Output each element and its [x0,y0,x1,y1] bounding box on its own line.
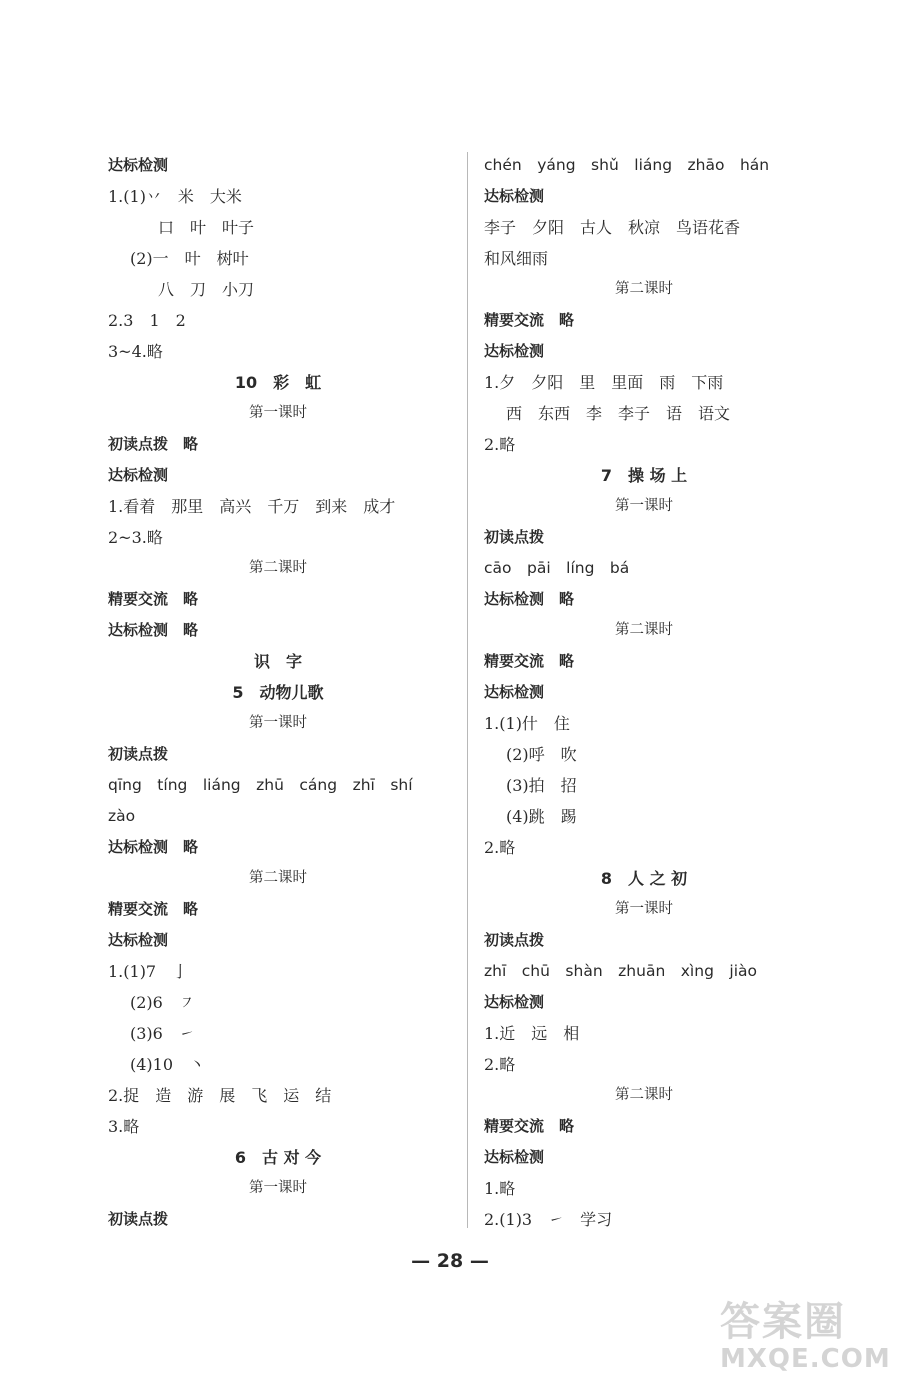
answer-line: 口 叶 叶子 [158,218,255,237]
section-heading: 达标检测 [484,187,545,205]
section-heading: 初读点拨 [108,745,169,763]
column-divider [467,152,468,1228]
watermark-url: MXQE.COM [720,1344,891,1374]
answer-line: 李子 夕阳 古人 秋凉 鸟语花香 [484,218,741,237]
answer-line: 2.3 1 2 [108,311,186,330]
section-heading: 达标检测 [484,993,545,1011]
section-heading: 达标检测 [484,1148,545,1166]
section-heading: 精要交流 略 [484,311,575,329]
section-heading: 精要交流 略 [108,590,199,608]
period-title: 第一课时 [249,1180,307,1196]
section-heading: 达标检测 [108,931,169,949]
period-title: 第一课时 [615,901,673,917]
period-title: 第一课时 [249,405,307,421]
page-number: — 28 — [411,1250,489,1272]
answer-line: 1.夕 夕阳 里 里面 雨 下雨 [484,373,724,392]
answer-line: (2)呼 吹 [506,745,577,764]
section-heading: 初读点拨 [108,1210,169,1228]
watermark-logo [720,1300,890,1380]
lesson-title: 10 彩 虹 [234,373,322,392]
answer-line: 3~4.略 [108,342,163,361]
watermark-title: 答案圈 [720,1299,846,1345]
period-title: 第二课时 [615,1087,673,1103]
lesson-title: 5 动物儿歌 [232,683,324,702]
answer-line: 2~3.略 [108,528,163,547]
answer-line: 和风细雨 [484,249,549,268]
lesson-title: 识 字 [253,652,302,671]
section-heading: 初读点拨 略 [108,435,199,453]
period-title: 第二课时 [615,281,673,297]
period-title: 第二课时 [249,870,307,886]
section-heading: 达标检测 略 [484,590,575,608]
answer-line: (3)6 ㇀ [130,1024,195,1043]
left-column [108,150,448,1235]
answer-line: 1.略 [484,1179,516,1198]
answer-line: 2.(1)3 ㇀ 学习 [484,1210,613,1229]
section-heading: 达标检测 [108,466,169,484]
lesson-title: 7 操 场 上 [600,466,688,485]
section-heading: 精要交流 略 [484,652,575,670]
answer-line: 1.看着 那里 高兴 千万 到来 成才 [108,497,396,516]
answer-line: (2)一 叶 树叶 [130,249,249,268]
pinyin-line: qīng tíng liáng zhū cáng zhī shí [108,776,413,794]
answer-line: 2.捉 造 游 展 飞 运 结 [108,1086,332,1105]
answer-line: (4)跳 踢 [506,807,577,826]
answer-line: 1.(1)丷 米 大米 [108,187,242,206]
section-heading: 达标检测 [484,342,545,360]
section-heading: 达标检测 略 [108,621,199,639]
answer-line: 1.近 远 相 [484,1024,580,1043]
pinyin-line: zào [108,807,136,825]
answer-line: 八 刀 小刀 [158,280,255,299]
answer-line: 1.(1)什 住 [484,714,570,733]
period-title: 第二课时 [249,560,307,576]
period-title: 第二课时 [615,622,673,638]
right-column [484,150,804,1235]
answer-line: 2.略 [484,1055,516,1074]
pinyin-line: chén yáng shǔ liáng zhāo hán [484,156,770,174]
period-title: 第一课时 [249,715,307,731]
pinyin-line: zhī chū shàn zhuān xìng jiào [484,962,757,980]
period-title: 第一课时 [615,498,673,514]
lesson-title: 8 人 之 初 [600,869,688,888]
section-heading: 精要交流 略 [108,900,199,918]
section-heading: 达标检测 略 [108,838,199,856]
section-heading: 精要交流 略 [484,1117,575,1135]
answer-line: 1.(1)7 亅 [108,962,189,981]
answer-line: (2)6 ㇇ [130,993,195,1012]
section-heading: 初读点拨 [484,528,545,546]
pinyin-line: cāo pāi líng bá [484,559,630,577]
answer-line: 2.略 [484,838,516,857]
answer-line: 2.略 [484,435,516,454]
answer-line: (4)10 丶 [130,1055,206,1074]
section-heading: 达标检测 [484,683,545,701]
section-heading: 初读点拨 [484,931,545,949]
answer-line: (3)拍 招 [506,776,577,795]
lesson-title: 6 古 对 今 [234,1148,322,1167]
section-heading: 达标检测 [108,156,169,174]
answer-line: 3.略 [108,1117,140,1136]
answer-line: 西 东西 李 李子 语 语文 [506,404,731,423]
